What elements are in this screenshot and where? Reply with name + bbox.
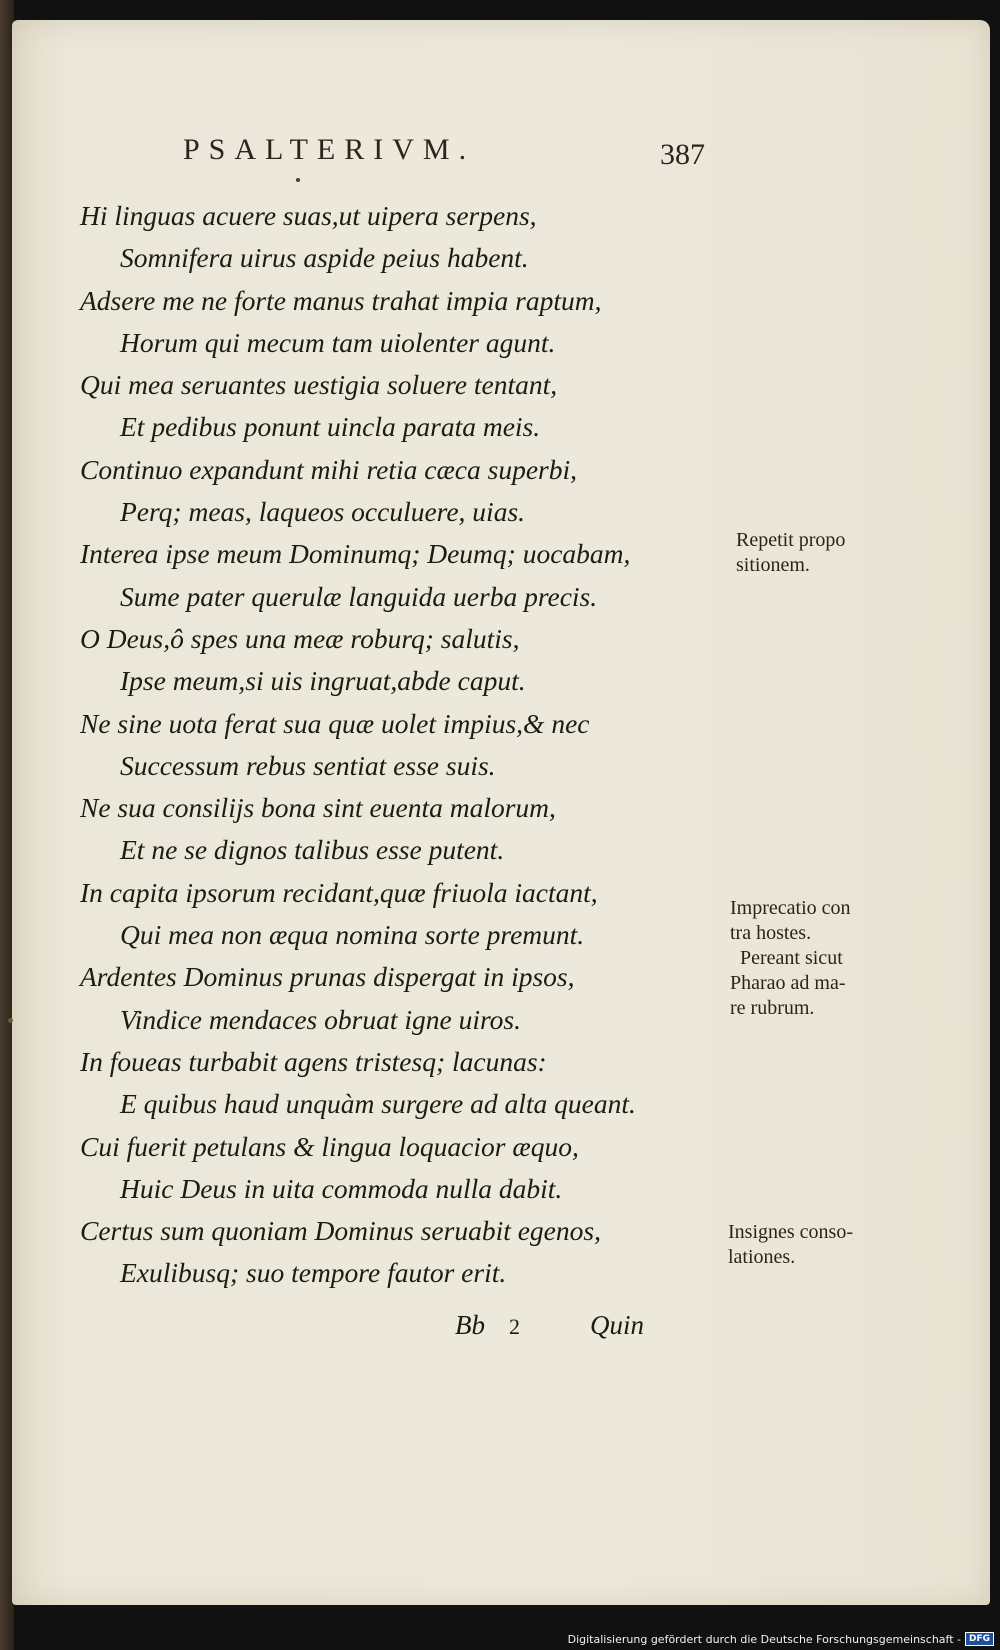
verse-line: In capita ipsorum recidant,quæ friuola iactant, <box>80 876 598 908</box>
catchword: Quin <box>590 1310 644 1340</box>
verse-line: Qui mea non æqua nomina sorte premunt. <box>120 919 585 951</box>
verse-line: Ipse meum,si uis ingruat,abde caput. <box>120 665 526 697</box>
verse-line: Continuo expandunt mihi retia cæca superbi, <box>80 453 577 485</box>
verse-line: Ne sine uota ferat sua quæ uolet impius,& nec <box>80 707 590 739</box>
verse-line: Successum rebus sentiat esse suis. <box>120 749 496 781</box>
verse-block <box>80 195 720 1295</box>
verse-line: Ne sua consilijs bona sint euenta malorum, <box>80 792 556 824</box>
page-number: 387 <box>660 138 705 171</box>
credit-text: Digitalisierung gefördert durch die Deutsche Forschungsgemeinschaft - <box>567 1632 961 1646</box>
signature-number: 2 <box>509 1314 520 1339</box>
running-head: PSALTERIVM. <box>183 133 476 166</box>
verse-line: Ardentes Dominus prunas dispergat in ipsos, <box>80 961 575 993</box>
digitization-credit <box>568 1632 994 1646</box>
verse-line: Hi linguas acuere suas,ut uipera serpens, <box>80 200 537 231</box>
paper-spot <box>8 1018 13 1023</box>
verse-line: Adsere me ne forte manus trahat impia raptum, <box>80 284 602 316</box>
verse-line: Huic Deus in uita commoda nulla dabit. <box>120 1172 563 1204</box>
verse-line: In foueas turbabit agens tristesq; lacunas: <box>80 1045 547 1077</box>
verse-line: Et ne se dignos talibus esse putent. <box>120 834 505 866</box>
margin-note: Repetit propo sitionem. <box>736 529 846 576</box>
verse-line: Qui mea seruantes uestigia soluere tentant, <box>80 369 558 401</box>
verse-line: Perq; meas, laqueos occuluere, uias. <box>120 496 526 528</box>
dfg-logo: DFG <box>965 1632 994 1646</box>
signature-line <box>455 1310 644 1341</box>
margin-note: Insignes conso- lationes. <box>728 1221 853 1268</box>
verse-line: Certus sum quoniam Dominus seruabit egenos, <box>80 1215 601 1247</box>
verse-line: Horum qui mecum tam uiolenter agunt. <box>120 326 556 358</box>
verse-line: Interea ipse meum Dominumq; Deumq; uocabam, <box>80 538 631 570</box>
ornament-dot <box>296 178 300 182</box>
verse-line: Cui fuerit petulans & lingua loquacior æquo, <box>80 1130 579 1162</box>
verse-line: Somnifera uirus aspide peius habent. <box>120 242 529 274</box>
verse-line: Et pedibus ponunt uincla parata meis. <box>120 411 541 443</box>
verse-line: Exulibusq; suo tempore fautor erit. <box>120 1257 507 1289</box>
verse-line: E quibus haud unquàm surgere ad alta queant. <box>120 1088 636 1120</box>
verse-line: O Deus,ô spes una meæ roburq; salutis, <box>80 622 520 654</box>
verse-line: Vindice mendaces obruat igne uiros. <box>120 1003 521 1035</box>
margin-note: Imprecatio con tra hostes. Pereant sicut Pharao ad ma- re rubrum. <box>730 897 851 1019</box>
signature-mark: Bb <box>455 1310 485 1340</box>
verse-line: Sume pater querulæ languida uerba precis. <box>120 580 598 612</box>
